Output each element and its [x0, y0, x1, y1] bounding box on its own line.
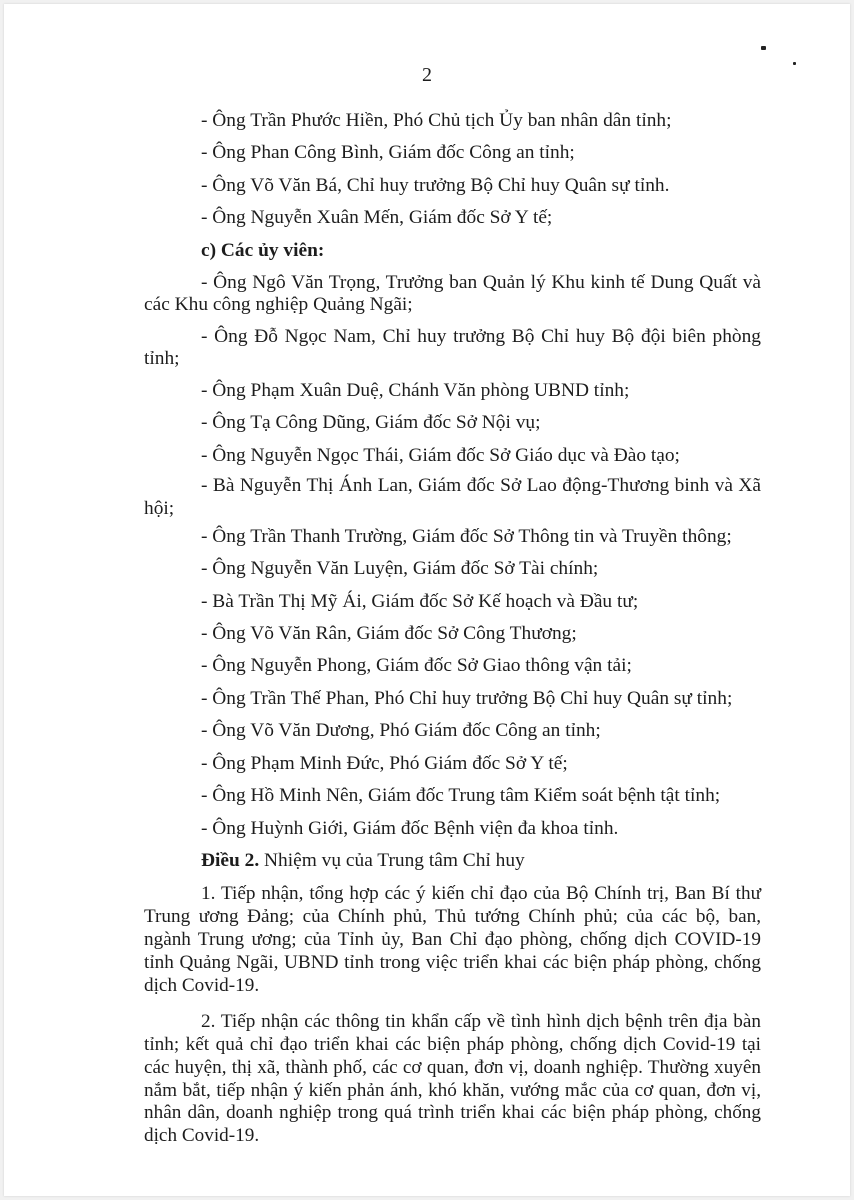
member-item: - Ông Nguyễn Phong, Giám đốc Sở Giao thông vận tải;	[201, 655, 632, 677]
member-item: - Bà Trần Thị Mỹ Ái, Giám đốc Sở Kế hoạch và Đầu tư;	[201, 590, 639, 612]
document-page	[4, 4, 850, 1196]
leadership-item: - Ông Phan Công Bình, Giám đốc Công an tỉnh;	[201, 142, 575, 164]
members-heading: c) Các ủy viên:	[201, 239, 325, 261]
member-item: - Ông Trần Thanh Trường, Giám đốc Sở Thông tin và Truyền thông;	[201, 525, 732, 547]
member-item: - Ông Hồ Minh Nên, Giám đốc Trung tâm Kiểm soát bệnh tật tỉnh;	[201, 785, 721, 807]
article-2-paragraph-1: 1. Tiếp nhận, tổng hợp các ý kiến chỉ đạo của Bộ Chính trị, Ban Bí thư Trung ương Đảng; của Chính phủ, Thủ tướng Chính phủ; của các bộ, ban, ngành Trung ương; của Tỉnh ủy, Ban Chỉ đạo phòng, chống dịch COVID-19 tỉnh Quảng Ngãi, UBND tỉnh trong việc triển khai các biện pháp phòng, chống dịch Covid-19.	[144, 883, 761, 996]
member-item: - Ông Phạm Xuân Duệ, Chánh Văn phòng UBND tỉnh;	[201, 380, 630, 402]
scan-speck-mark	[761, 46, 766, 50]
member-item: - Ông Huỳnh Giới, Giám đốc Bệnh viện đa khoa tỉnh.	[201, 817, 619, 839]
member-item: - Ông Võ Văn Dương, Phó Giám đốc Công an tỉnh;	[201, 720, 601, 742]
article-2-paragraph-2: 2. Tiếp nhận các thông tin khẩn cấp về tình hình dịch bệnh trên địa bàn tỉnh; kết quả chỉ đạo triển khai các biện pháp phòng, chống dịch Covid-19 tại các huyện, thị xã, thành phố, các cơ quan, đơn vị, doanh nghiệp. Thường xuyên nắm bắt, tiếp nhận ý kiến phản ánh, khó khăn, vướng mắc của cơ quan, đơn vị, nhân dân, doanh nghiệp trong quá trình triển khai các biện pháp phòng, chống dịch Covid-19.	[144, 1011, 761, 1147]
document-body	[144, 105, 761, 1148]
page-number: 2	[422, 64, 432, 86]
member-item: - Ông Nguyễn Ngọc Thái, Giám đốc Sở Giáo dục và Đào tạo;	[201, 444, 680, 466]
article-2-label: Điều 2.	[201, 849, 260, 871]
scan-speck-mark	[793, 62, 796, 65]
leadership-item: - Ông Trần Phước Hiền, Phó Chủ tịch Ủy ban nhân dân tỉnh;	[201, 110, 672, 131]
member-item: - Ông Tạ Công Dũng, Giám đốc Sở Nội vụ;	[201, 412, 541, 434]
member-item: - Ông Đỗ Ngọc Nam, Chỉ huy trưởng Bộ Chỉ huy Bộ đội biên phòng tỉnh;	[144, 326, 761, 369]
article-2-title: Nhiệm vụ của Trung tâm Chỉ huy	[259, 849, 525, 871]
member-item: - Ông Ngô Văn Trọng, Trưởng ban Quản lý Khu kinh tế Dung Quất và các Khu công nghiệp Quảng Ngãi;	[144, 272, 761, 315]
member-item: - Ông Nguyễn Văn Luyện, Giám đốc Sở Tài chính;	[201, 558, 599, 580]
article-2-heading	[144, 845, 761, 877]
member-item: - Ông Phạm Minh Đức, Phó Giám đốc Sở Y tế;	[201, 752, 568, 774]
leadership-item: - Ông Võ Văn Bá, Chỉ huy trưởng Bộ Chỉ huy Quân sự tỉnh.	[201, 174, 670, 196]
member-item: - Ông Võ Văn Rân, Giám đốc Sở Công Thương;	[201, 623, 577, 645]
member-item: - Bà Nguyễn Thị Ánh Lan, Giám đốc Sở Lao động-Thương binh và Xã hội;	[144, 475, 761, 520]
leadership-item: - Ông Nguyễn Xuân Mến, Giám đốc Sở Y tế;	[201, 207, 553, 229]
member-item: - Ông Trần Thế Phan, Phó Chỉ huy trưởng Bộ Chỉ huy Quân sự tỉnh;	[201, 687, 733, 709]
